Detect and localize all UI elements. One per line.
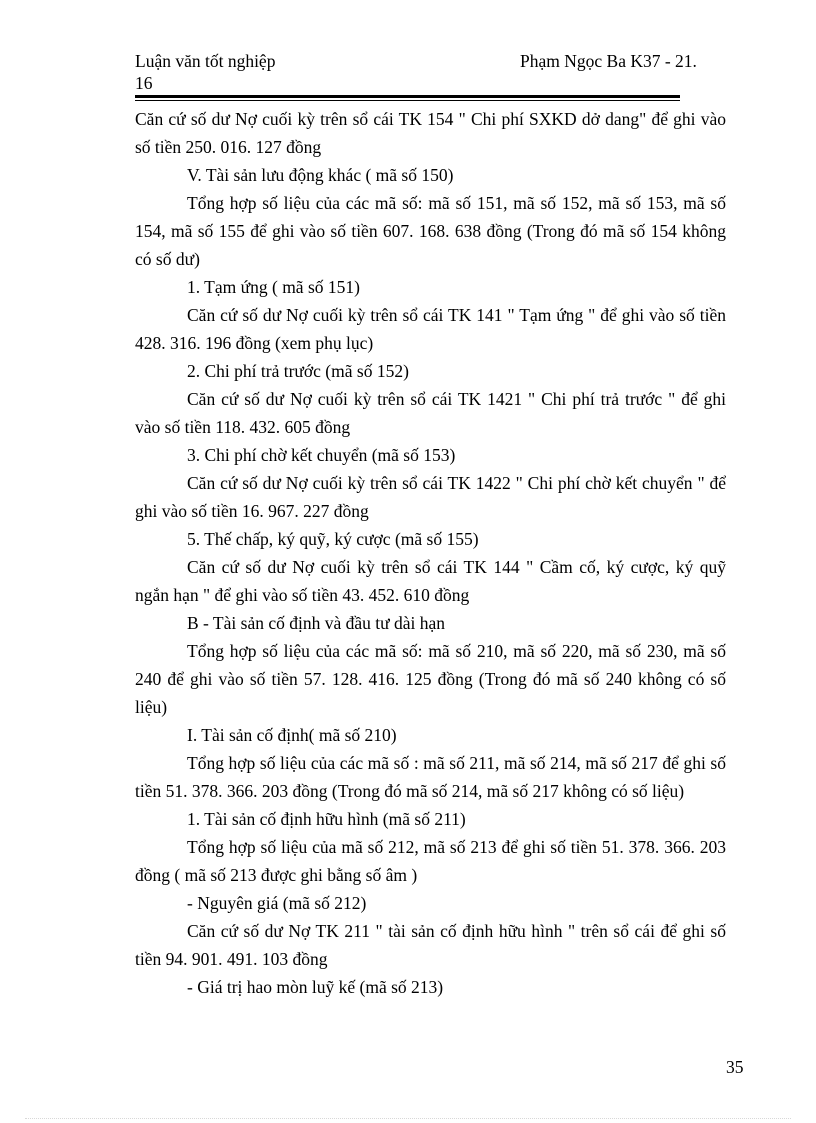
paragraph-13: Tổng hợp số liệu của các mã số: mã số 210, mã số 220, mã số 230, mã số 240 để ghi vào số tiền 57. 128. 416. 125 đồng (Trong đó mã số 240 không có số liệu)	[135, 641, 726, 717]
paragraph-20: - Giá trị hao mòn luỹ kế (mã số 213)	[187, 977, 444, 997]
paragraph-8: 3. Chi phí chờ kết chuyển (mã số 153)	[187, 445, 456, 465]
page-number: 35	[726, 1057, 744, 1077]
header-author: Phạm Ngọc Ba K37 - 21.	[520, 51, 697, 71]
paragraph-10: 5. Thế chấp, ký quỹ, ký cược (mã số 155)	[187, 529, 479, 549]
paragraph-12: B - Tài sản cố định và đầu tư dài hạn	[187, 613, 445, 633]
header-left	[135, 50, 275, 94]
paragraph-16: 1. Tài sản cố định hữu hình (mã số 211)	[187, 809, 466, 829]
header-thesis-title: Luận văn tốt nghiệp	[135, 51, 276, 71]
header-rule-thick	[135, 95, 680, 98]
paragraph-3: Tổng hợp số liệu của các mã số: mã số 151, mã số 152, mã số 153, mã số 154, mã số 155 để ghi vào số tiền 607. 168. 638 đồng (Trong đó mã số 154 không có số dư)	[135, 193, 726, 269]
paragraph-15: Tổng hợp số liệu của các mã số : mã số 211, mã số 214, mã số 217 để ghi số tiền 51. 378. 366. 203 đồng (Trong đó mã số 214, mã số 217 không có số liệu)	[135, 753, 726, 801]
paragraph-1: Căn cứ số dư Nợ cuối kỳ trên sổ cái TK 154 " Chi phí SXKD dở dang" để ghi vào số tiền 250. 016. 127 đồng	[135, 109, 726, 157]
paragraph-14: I. Tài sản cố định( mã số 210)	[187, 725, 397, 745]
header-thesis-number: 16	[135, 73, 153, 93]
paragraph-18: - Nguyên giá (mã số 212)	[187, 893, 367, 913]
document-body	[135, 105, 726, 1001]
paragraph-9: Căn cứ số dư Nợ cuối kỳ trên sổ cái TK 1422 " Chi phí chờ kết chuyển " để ghi vào số tiền 16. 967. 227 đồng	[135, 473, 726, 521]
paragraph-2: V. Tài sản lưu động khác ( mã số 150)	[187, 165, 454, 185]
paragraph-7: Căn cứ số dư Nợ cuối kỳ trên sổ cái TK 1421 " Chi phí trả trước " để ghi vào số tiền 118. 432. 605 đồng	[135, 389, 726, 437]
paragraph-17: Tổng hợp số liệu của mã số 212, mã số 213 để ghi số tiền 51. 378. 366. 203 đồng ( mã số 213 được ghi bằng số âm )	[135, 837, 726, 885]
header-rule-thin	[135, 100, 680, 101]
paragraph-5: Căn cứ số dư Nợ cuối kỳ trên sổ cái TK 141 " Tạm ứng " để ghi vào số tiền 428. 316. 196 đồng (xem phụ lục)	[135, 305, 726, 353]
paragraph-19: Căn cứ số dư Nợ TK 211 " tài sản cố định hữu hình " trên sổ cái để ghi số tiền 94. 901. 491. 103 đồng	[135, 921, 726, 969]
paragraph-4: 1. Tạm ứng ( mã số 151)	[187, 277, 360, 297]
paragraph-6: 2. Chi phí trả trước (mã số 152)	[187, 361, 409, 381]
page-bottom-border	[25, 1118, 791, 1119]
paragraph-11: Căn cứ số dư Nợ cuối kỳ trên sổ cái TK 144 " Cầm cố, ký cược, ký quỹ ngắn hạn " để ghi vào số tiền 43. 452. 610 đồng	[135, 557, 726, 605]
